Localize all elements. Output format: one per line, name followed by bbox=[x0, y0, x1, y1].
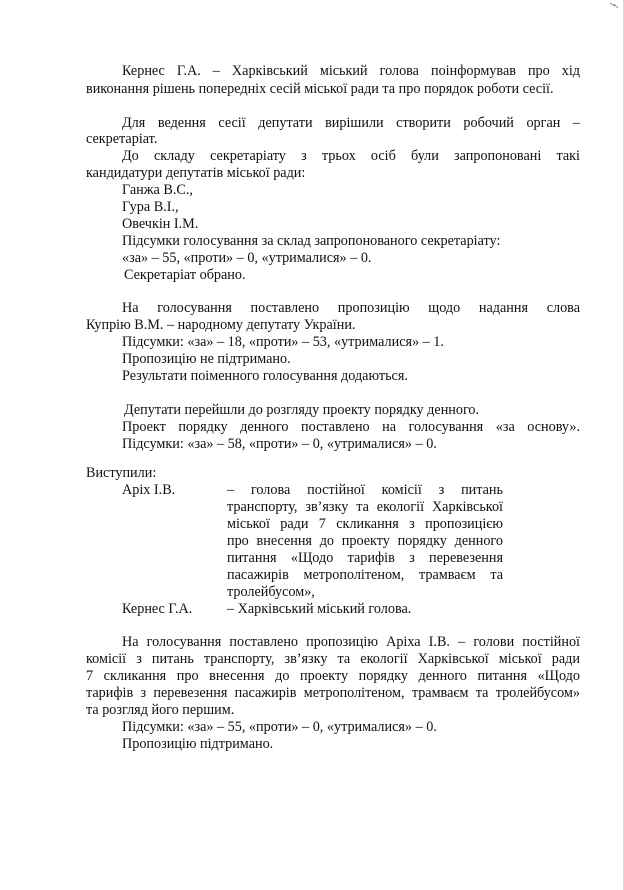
arikh-vote-line-1: На голосування поставлено пропозицію Аріха І.В. – голови постійної bbox=[122, 634, 580, 650]
speaker-description-line: міської ради 7 скликання з пропозицією bbox=[227, 516, 503, 532]
speaker-description-line: – Харківський міський голова. bbox=[227, 601, 412, 617]
kupriy-vote-outcome: Пропозицію не підтримано. bbox=[122, 351, 291, 367]
arikh-vote-line-2: комісії з питань транспорту, зв’язку та екології Харківської міської ради bbox=[86, 651, 580, 667]
secretariat-vote-heading: Підсумки голосування за склад запропонованого секретаріату: bbox=[122, 233, 501, 249]
speaker-description-line: тролейбусом», bbox=[227, 584, 315, 600]
arikh-vote-line-5: та розгляд його першим. bbox=[86, 702, 235, 718]
arikh-vote-line-4: тарифів з перевезення пасажирів метрополітеном, трамваєм та тролейбусом» bbox=[86, 685, 580, 701]
secretariat-proposal-line-2: кандидатури депутатів міської ради: bbox=[86, 165, 306, 181]
speaker-description-line: пасажирів метрополітеном, трамваєм та bbox=[227, 567, 503, 583]
arikh-vote-outcome: Пропозицію підтримано. bbox=[122, 736, 274, 752]
paragraph-1-line-1: Кернес Г.А. – Харківський міський голова поінформував про хід bbox=[122, 63, 580, 79]
secretariat-outcome: Секретаріат обрано. bbox=[124, 267, 246, 283]
secretariat-intro-line-1: Для ведення сесії депутати вирішили створити робочий орган – bbox=[122, 115, 580, 131]
secretariat-member: Ганжа В.С., bbox=[122, 182, 193, 198]
kupriy-vote-result: Підсумки: «за» – 18, «проти» – 53, «утрималися» – 1. bbox=[122, 334, 444, 350]
speaker-description-line: про внесення до проекту порядку денного bbox=[227, 533, 503, 549]
kupriy-vote-line-1: На голосування поставлено пропозицію щодо надання слова bbox=[122, 300, 580, 316]
speaker-description-line: – голова постійної комісії з питань bbox=[227, 482, 503, 498]
arikh-vote-line-3: 7 скликання про внесення до проекту порядку денного питання «Щодо bbox=[86, 668, 580, 684]
agenda-result: Підсумки: «за» – 58, «проти» – 0, «утрималися» – 0. bbox=[122, 436, 437, 452]
scan-corner-mark bbox=[609, 2, 619, 10]
paragraph-1-line-2: виконання рішень попередніх сесій міської ради та про порядок роботи сесії. bbox=[86, 81, 554, 97]
secretariat-vote-result: «за» – 55, «проти» – 0, «утрималися» – 0. bbox=[122, 250, 372, 266]
secretariat-proposal-line-1: До складу секретаріату з трьох осіб були запропоновані такі bbox=[122, 148, 580, 164]
speaker-description-line: транспорту, зв’язку та екології Харківської bbox=[227, 499, 503, 515]
kupriy-vote-note: Результати поіменного голосування додаються. bbox=[122, 368, 408, 384]
secretariat-member: Гура В.І., bbox=[122, 199, 179, 215]
speaker-description-line: питання «Щодо тарифів з перевезення bbox=[227, 550, 503, 566]
speaker-name: Кернес Г.А. bbox=[122, 601, 193, 617]
speakers-heading: Виступили: bbox=[86, 465, 157, 481]
speaker-name: Аріх І.В. bbox=[122, 482, 176, 498]
secretariat-intro-line-2: секретаріат. bbox=[86, 131, 158, 147]
agenda-line-1: Депутати перейшли до розгляду проекту порядку денного. bbox=[124, 402, 480, 418]
secretariat-member: Овечкін І.М. bbox=[122, 216, 199, 232]
arikh-vote-result: Підсумки: «за» – 55, «проти» – 0, «утрималися» – 0. bbox=[122, 719, 437, 735]
agenda-line-2: Проект порядку денного поставлено на голосування «за основу». bbox=[122, 419, 580, 435]
kupriy-vote-line-2: Купрію В.М. – народному депутату України. bbox=[86, 317, 356, 333]
